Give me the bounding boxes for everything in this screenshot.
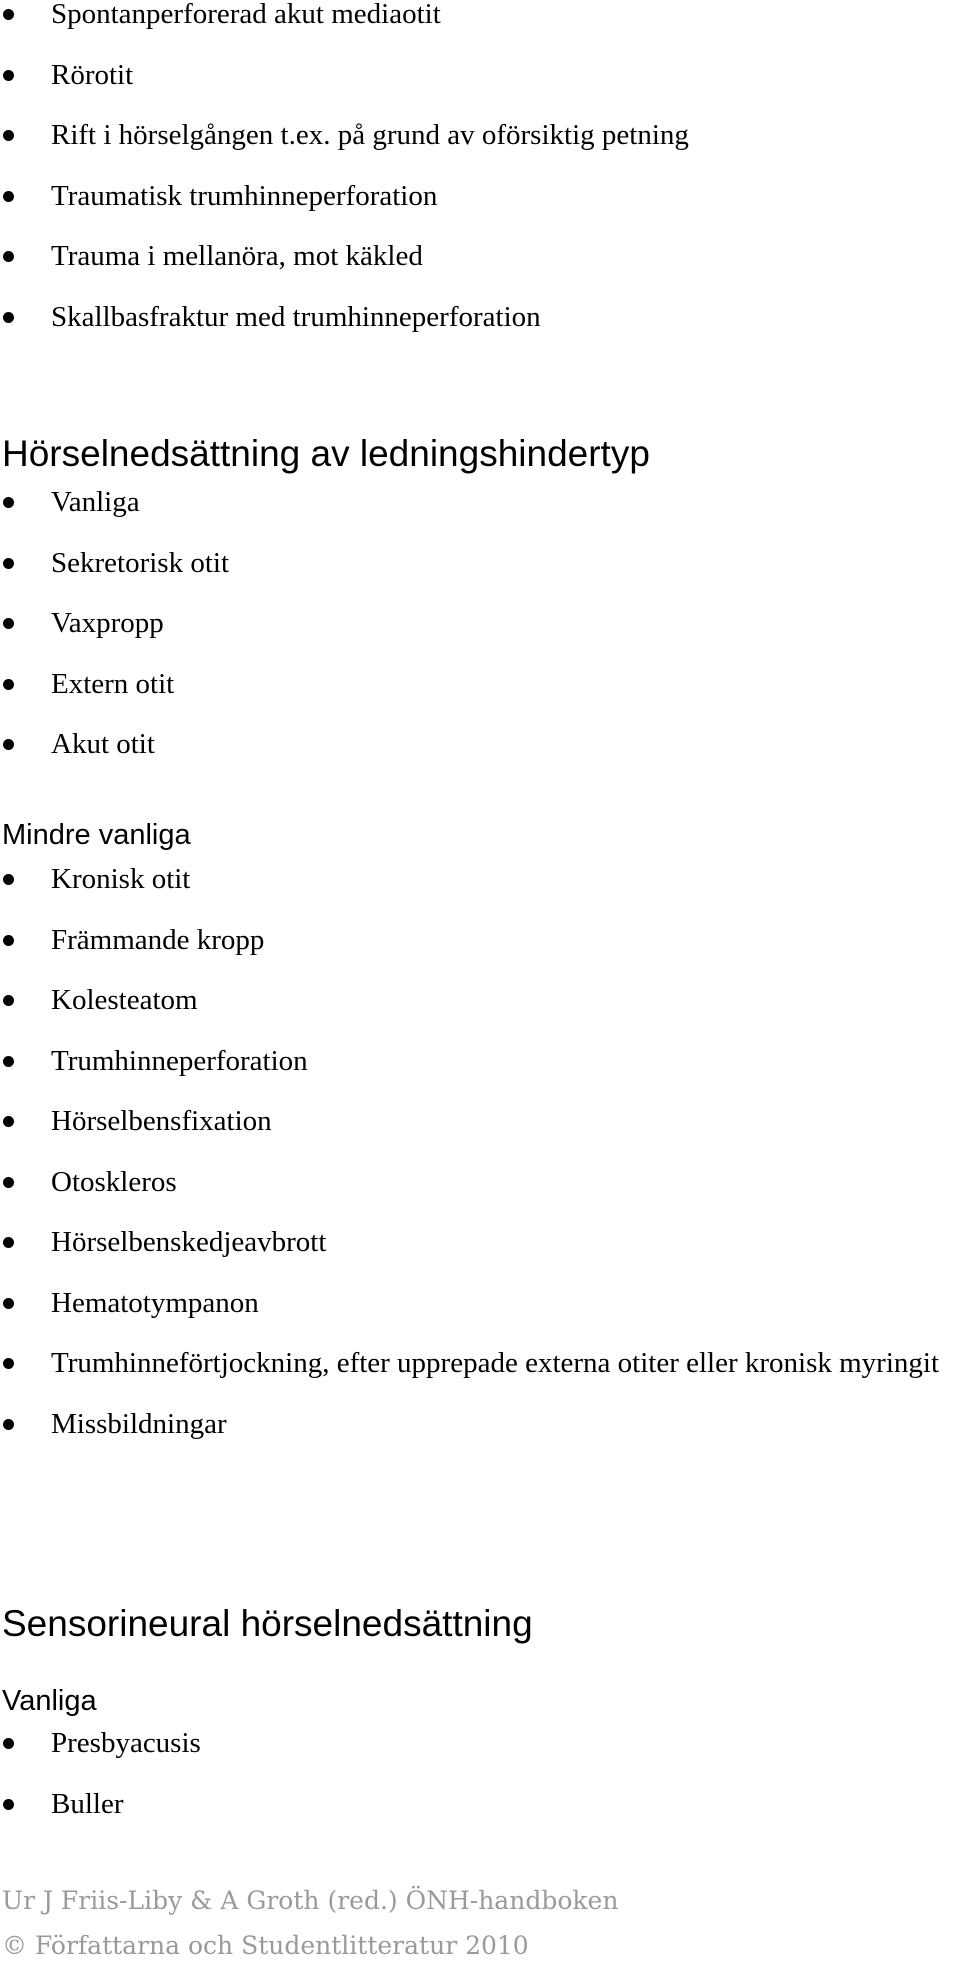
footer-copyright-line: © Författarna och Studentlitteratur 2010 bbox=[2, 1931, 529, 1960]
bullet-icon bbox=[3, 70, 14, 81]
list-item bbox=[0, 1091, 960, 1152]
bullet-icon bbox=[3, 995, 14, 1006]
list-item bbox=[0, 533, 229, 594]
list-item bbox=[0, 226, 689, 287]
bullet-icon bbox=[3, 1419, 14, 1430]
bullet-icon bbox=[3, 251, 14, 262]
list-item-text: Extern otit bbox=[51, 667, 175, 700]
bullet-icon bbox=[3, 874, 14, 885]
list-item-text: Kolesteatom bbox=[51, 984, 198, 1016]
list-item bbox=[0, 1333, 960, 1394]
list-item-text: Rift i hörselgången t.ex. på grund av oförsiktig petning bbox=[51, 119, 689, 151]
list-item bbox=[0, 0, 689, 45]
list-item bbox=[0, 970, 960, 1031]
section-heading-conductive-hearing-loss: Hörselnedsättning av ledningshindertyp bbox=[2, 433, 650, 474]
list-item bbox=[0, 849, 960, 910]
footer-source-line: Ur J Friis-Liby & A Groth (red.) ÖNH-handboken bbox=[2, 1886, 619, 1915]
list-item bbox=[0, 45, 689, 106]
list-item bbox=[0, 472, 229, 533]
list-item-text: Presbyacusis bbox=[51, 1727, 201, 1759]
bullet-icon bbox=[3, 1116, 14, 1127]
list-item bbox=[0, 1713, 201, 1774]
bullet-icon bbox=[3, 679, 14, 690]
list-item-text: Hörselbensfixation bbox=[51, 1105, 272, 1137]
list-item-text: Trumhinneförtjockning, efter upprepade externa otiter eller kronisk myringit bbox=[51, 1347, 940, 1379]
list-item bbox=[0, 1212, 960, 1273]
list-item-text: Vanliga bbox=[51, 486, 140, 518]
list-item bbox=[0, 1774, 201, 1835]
list-item-text: Spontanperforerad akut mediaotit bbox=[51, 0, 441, 30]
list-item-text: Rörotit bbox=[51, 58, 134, 91]
list-item bbox=[0, 1273, 960, 1334]
bullet-icon bbox=[3, 312, 14, 323]
list-item-text: Missbildningar bbox=[51, 1407, 227, 1440]
list-item-text: Buller bbox=[51, 1787, 124, 1820]
bullet-list-perforation-causes bbox=[0, 0, 689, 347]
list-item-text: Främmande kropp bbox=[51, 923, 265, 956]
bullet-list-common-conductive bbox=[0, 472, 229, 775]
list-item bbox=[0, 910, 960, 971]
list-item-text: Akut otit bbox=[51, 728, 155, 760]
list-item-text: Otoskleros bbox=[51, 1165, 177, 1198]
list-item-text: Hörselbenskedjeavbrott bbox=[51, 1226, 327, 1258]
bullet-list-less-common-conductive bbox=[0, 849, 960, 1454]
list-item bbox=[0, 166, 689, 227]
list-item bbox=[0, 287, 689, 348]
bullet-icon bbox=[3, 1056, 14, 1067]
bullet-icon bbox=[3, 497, 14, 508]
bullet-icon bbox=[3, 618, 14, 629]
bullet-icon bbox=[3, 1738, 14, 1749]
section-heading-sensorineural-hearing-loss: Sensorineural hörselnedsättning bbox=[2, 1603, 533, 1644]
list-item bbox=[0, 105, 689, 166]
bullet-list-common-sensorineural bbox=[0, 1713, 201, 1834]
list-item-text: Trauma i mellanöra, mot käkled bbox=[51, 240, 423, 272]
list-item-text: Hematotympanon bbox=[51, 1286, 259, 1319]
list-item bbox=[0, 654, 229, 715]
bullet-icon bbox=[3, 1177, 14, 1188]
list-item-text: Traumatisk trumhinneperforation bbox=[51, 179, 438, 212]
bullet-icon bbox=[3, 9, 14, 20]
bullet-icon bbox=[3, 1358, 14, 1369]
bullet-icon bbox=[3, 130, 14, 141]
list-item bbox=[0, 1031, 960, 1092]
list-item-text: Skallbasfraktur med trumhinneperforation bbox=[51, 300, 541, 333]
list-item bbox=[0, 714, 229, 775]
list-item-text: Vaxpropp bbox=[51, 607, 164, 639]
subheading-less-common: Mindre vanliga bbox=[2, 819, 191, 851]
subheading-common: Vanliga bbox=[2, 1685, 97, 1717]
bullet-icon bbox=[3, 558, 14, 569]
list-item-text: Kronisk otit bbox=[51, 863, 191, 895]
bullet-icon bbox=[3, 1799, 14, 1810]
bullet-icon bbox=[3, 1298, 14, 1309]
bullet-icon bbox=[3, 1237, 14, 1248]
list-item bbox=[0, 1394, 960, 1455]
bullet-icon bbox=[3, 935, 14, 946]
list-item-text: Sekretorisk otit bbox=[51, 546, 230, 579]
bullet-icon bbox=[3, 739, 14, 750]
list-item bbox=[0, 593, 229, 654]
bullet-icon bbox=[3, 191, 14, 202]
list-item bbox=[0, 1152, 960, 1213]
list-item-text: Trumhinneperforation bbox=[51, 1044, 308, 1077]
